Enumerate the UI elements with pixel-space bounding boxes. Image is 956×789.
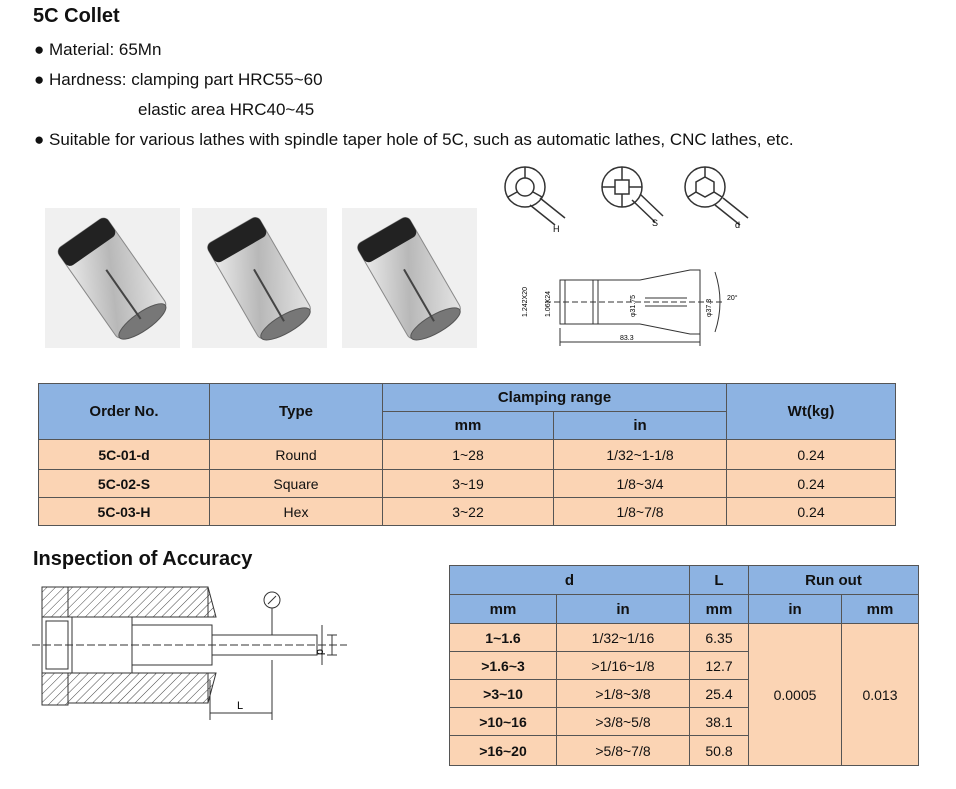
- header-l-mm: mm: [690, 595, 749, 624]
- header-wt: Wt(kg): [727, 384, 896, 440]
- header-l: L: [690, 566, 749, 595]
- page-title: 5C Collet: [33, 5, 120, 27]
- label-h: H: [553, 224, 560, 234]
- header-in: in: [554, 412, 727, 440]
- cross-section-diagrams: [495, 160, 770, 240]
- table-row: [39, 498, 896, 526]
- runout-mm-cell: 0.013: [842, 624, 919, 766]
- material-bullet: ● Material: 65Mn: [34, 40, 162, 59]
- in-cell: 1/32~1-1/8: [554, 440, 727, 470]
- table-row: [39, 470, 896, 498]
- header-runout-mm: mm: [842, 595, 919, 624]
- hardness-elastic-text: elastic area HRC40~45: [138, 100, 315, 119]
- suitable-bullet: ● Suitable for various lathes with spindle taper hole of 5C, such as automatic lathes, CNC lathes, etc.: [34, 130, 794, 149]
- header-d: d: [450, 566, 690, 595]
- dim-outer: φ37.3: [706, 298, 713, 317]
- order-no-cell: 5C-02-S: [39, 470, 210, 498]
- type-cell: Hex: [210, 498, 383, 526]
- dim-angle: 20°: [727, 295, 738, 302]
- l-mm-cell: 12.7: [690, 652, 749, 680]
- dim-thread-2: 1.06X24: [545, 290, 552, 317]
- inspection-label-l: L: [237, 700, 244, 712]
- runout-in-cell: 0.0005: [749, 624, 842, 766]
- d-in-cell: >3/8~5/8: [557, 708, 690, 736]
- hardness-bullet: ● Hardness: clamping part HRC55~60: [34, 70, 323, 89]
- inspection-label-d: d: [314, 649, 326, 656]
- table-row: [450, 624, 919, 652]
- label-d: d: [735, 220, 741, 230]
- mm-cell: 3~22: [383, 498, 554, 526]
- dim-length: 83.3: [620, 335, 634, 342]
- wt-cell: 0.24: [727, 470, 896, 498]
- header-mm: mm: [383, 412, 554, 440]
- header-clamping-range: Clamping range: [383, 384, 727, 412]
- d-in-cell: 1/32~1/16: [557, 624, 690, 652]
- dim-thread-1: 1.242X20: [522, 287, 529, 317]
- clamping-table: [38, 383, 896, 526]
- order-no-cell: 5C-01-d: [39, 440, 210, 470]
- order-no-cell: 5C-03-H: [39, 498, 210, 526]
- collet-side-drawing: [515, 262, 770, 352]
- l-mm-cell: 50.8: [690, 736, 749, 766]
- wt-cell: 0.24: [727, 440, 896, 470]
- d-in-cell: >5/8~7/8: [557, 736, 690, 766]
- in-cell: 1/8~3/4: [554, 470, 727, 498]
- d-mm-cell: >10~16: [450, 708, 557, 736]
- type-cell: Square: [210, 470, 383, 498]
- d-mm-cell: 1~1.6: [450, 624, 557, 652]
- dim-bore: φ31.75: [630, 294, 637, 317]
- l-mm-cell: 38.1: [690, 708, 749, 736]
- wt-cell: 0.24: [727, 498, 896, 526]
- header-d-mm: mm: [450, 595, 557, 624]
- header-runout: Run out: [749, 566, 919, 595]
- collet-photo-square: [192, 208, 327, 348]
- collet-photo-hex: [342, 208, 477, 348]
- inspection-title: Inspection of Accuracy: [33, 548, 253, 570]
- mm-cell: 1~28: [383, 440, 554, 470]
- d-mm-cell: >1.6~3: [450, 652, 557, 680]
- l-mm-cell: 25.4: [690, 680, 749, 708]
- d-in-cell: >1/8~3/8: [557, 680, 690, 708]
- in-cell: 1/8~7/8: [554, 498, 727, 526]
- header-d-in: in: [557, 595, 690, 624]
- mm-cell: 3~19: [383, 470, 554, 498]
- d-mm-cell: >3~10: [450, 680, 557, 708]
- inspection-drawing: [32, 585, 352, 725]
- l-mm-cell: 6.35: [690, 624, 749, 652]
- collet-photo-round: [45, 208, 180, 348]
- type-cell: Round: [210, 440, 383, 470]
- header-type: Type: [210, 384, 383, 440]
- accuracy-table: [449, 565, 919, 766]
- header-runout-in: in: [749, 595, 842, 624]
- d-in-cell: >1/16~1/8: [557, 652, 690, 680]
- header-order-no: Order No.: [39, 384, 210, 440]
- table-row: [39, 440, 896, 470]
- label-s: S: [652, 218, 659, 228]
- d-mm-cell: >16~20: [450, 736, 557, 766]
